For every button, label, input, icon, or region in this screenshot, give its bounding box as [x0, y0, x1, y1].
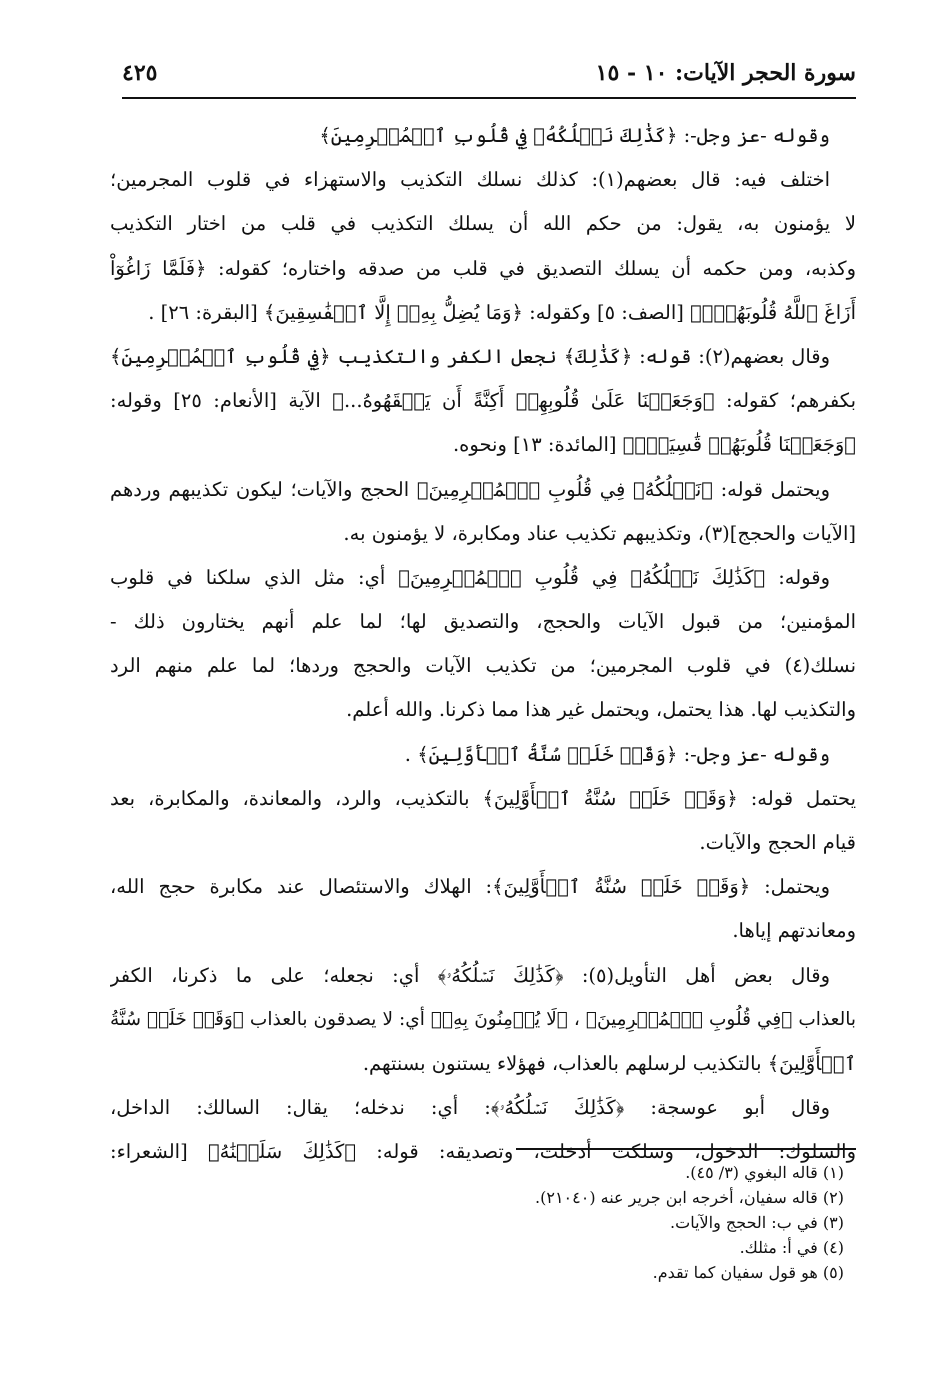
page-number: ٤٢٥ [122, 60, 158, 86]
footnote-item: (٤) في أ: مثلك. [739, 1238, 844, 1257]
text-line: [الآيات والحجج](٣)، وتكذيبهم تكذيب عناد ومكابرة، لا يؤمنون به. [343, 521, 856, 545]
text-line: بكفرهم؛ كقوله: ﴿وَجَعَلۡنَا عَلَىٰ قُلُوبِهِمۡ أَكِنَّةً أَن يَفۡقَهُوهُ...﴾ الآية [الأنعام: ٢٥] وقوله: [110, 389, 856, 413]
text-line: وقوله -عز وجل-: ﴿كَذَٰلِكَ نَسۡلُكُهُۥ فِي قُلُوبِ ٱلۡمُجۡرِمِينَ﴾ [319, 124, 830, 147]
text-line: المؤمنين؛ من قبول الآيات والحجج، والتصديق لها؛ لما علم أنهم يختارون ذلك - [110, 610, 856, 634]
text-line: ويحتمل قوله: ﴿نَسۡلُكُهُۥ فِي قُلُوبِ ٱلۡمُجۡرِمِينَ﴾ الحجج والآيات؛ ليكون تكذيبهم وردهم [110, 477, 830, 501]
text-line: والسلوك: الدخول، وسلكت أدخلت، وتصديقه: قوله: ﴿كَذَٰلِكَ سَلَكۡنَٰهُ﴾ [الشعراء: [110, 1140, 856, 1164]
text-line: وقوله -عز وجل-: ﴿وَقَدۡ خَلَتۡ سُنَّةُ ٱلۡأَوَّلِينَ﴾ . [404, 742, 830, 766]
text-line: وقال بعضهم(٢): قوله: ﴿كَذَٰلِكَ﴾ نجعل الكفر والتكذيب ﴿فِي قُلُوبِ ٱلۡمُجۡرِمِينَ﴾ [110, 344, 830, 368]
text-line: ويحتمل: ﴿وَقَدۡ خَلَتۡ سُنَّةُ ٱلۡأَوَّلِينَ﴾: الهلاك والاستئصال عند مكابرة حجج الله، [110, 875, 830, 899]
surah-title: سورة الحجر الآيات: ١٠ - ١٥ [595, 60, 856, 86]
footnote-divider [516, 1148, 856, 1150]
text-line: وقال بعض أهل التأويل(٥): ﴿كَذَٰلِكَ نَسۡلُكُهُۥ﴾ أي: نجعله؛ على ما ذكرنا، الكفر [110, 963, 830, 987]
text-line: ومعاندتهم إياها. [732, 919, 856, 943]
text-line: وقوله: ﴿كَذَٰلِكَ نَسۡلُكُهُۥ فِي قُلُوبِ ٱلۡمُجۡرِمِينَ﴾ أي: مثل الذي سلكنا في قلوب [110, 565, 830, 589]
footnote-item: (٢) قاله سفيان، أخرجه ابن جرير عنه (٢١٠٤٠). [535, 1188, 844, 1207]
text-line: اختلف فيه: قال بعضهم(١): كذلك نسلك التكذيب والاستهزاء في قلوب المجرمين؛ [110, 168, 830, 192]
text-line: وقال أبو عوسجة: ﴿كَذَٰلِكَ نَسۡلُكُهُۥ﴾: أي: ندخله؛ يقال: السالك: الداخل، [110, 1096, 830, 1120]
text-line: ٱلۡأَوَّلِينَ﴾ بالتكذيب لرسلهم بالعذاب، فهؤلاء يستنون بسنتهم. [362, 1051, 856, 1075]
text-line: قيام الحجج والآيات. [699, 831, 856, 854]
text-line: أَزَاغَ ٱللَّهُ قُلُوبَهُمۡۚ﴾ [الصف: ٥] وكقوله: ﴿وَمَا يُضِلُّ بِهِۦٓ إِلَّا ٱلۡفَٰسِقِينَ﴾ [البقرة: ٢٦] . [148, 300, 856, 324]
text-line: وكذبه، ومن حكمه أن يسلك التصديق في قلب من صدقه واختاره؛ كقوله: ﴿فَلَمَّا زَاغُوٓاْ [110, 256, 856, 280]
header-divider [122, 97, 856, 99]
text-line: نسلك(٤) في قلوب المجرمين؛ من تكذيب الآيات والحجج وردها؛ لما علم منهم الرد [110, 654, 856, 678]
text-line: والتكذيب لها. هذا يحتمل، ويحتمل غير هذا مما ذكرنا. والله أعلم. [346, 698, 856, 722]
text-line: ﴿وَجَعَلۡنَا قُلُوبَهُمۡ قَٰسِيَةٗۖ﴾ [المائدة: ١٣] ونحوه. [452, 433, 856, 457]
text-line: بالعذاب ﴿فِي قُلُوبِ ٱلۡمُجۡرِمِينَ﴾ ، ﴿لَا يُؤۡمِنُونَ بِهِۦ﴾ أي: لا يصدقون بالعذاب ﴿وَقَدۡ خَلَتۡ سُنَّةُ [110, 1008, 856, 1030]
footnote-item: (٥) هو قول سفيان كما تقدم. [652, 1263, 844, 1282]
footnote-item: (٣) في ب: الحجج والآيات. [670, 1213, 844, 1232]
text-line: يحتمل قوله: ﴿وَقَدۡ خَلَتۡ سُنَّةُ ٱلۡأَوَّلِينَ﴾ بالتكذيب، والرد، والمعاندة، والمكابرة، بعد [110, 786, 856, 810]
footnotes [420, 1160, 856, 1285]
running-header [122, 58, 856, 94]
text-line: لا يؤمنون به، يقول: من حكم الله أن يسلك التكذيب في قلب من اختار التكذيب [110, 212, 856, 236]
main-text [110, 114, 856, 1175]
footnote-item: (١) قاله البغوي (٣/ ٤٥). [685, 1163, 844, 1182]
